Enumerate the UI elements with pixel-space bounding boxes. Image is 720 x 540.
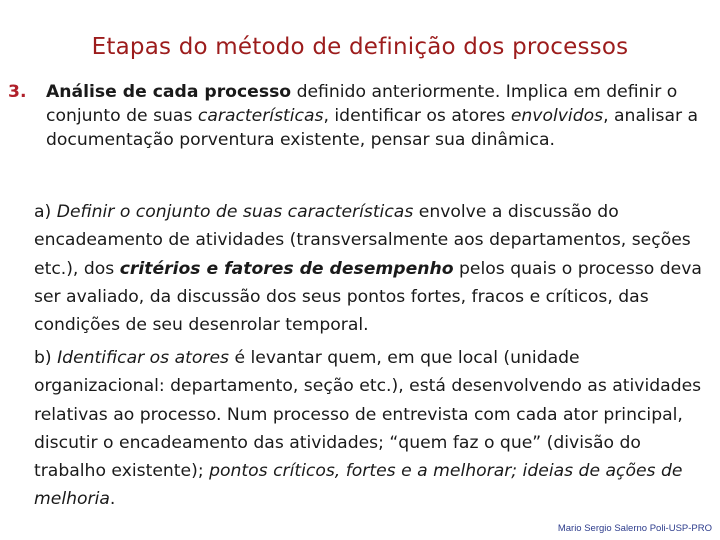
item-heading: Análise de cada processo — [46, 82, 292, 102]
item-text-part: , identificar os atores — [323, 106, 511, 126]
para-a-text: pelos quais o processo deva ser avaliado, da discussão dos seus pontos fortes, fracos e críticos, das condições de seu desenrolar temporal. — [34, 258, 702, 336]
item-text-part: , analisar a documentação porventura existente, pensar sua dinâmica. — [46, 106, 699, 150]
para-b-label: b) — [34, 348, 58, 368]
item-emphasis: envolvidos — [510, 106, 604, 126]
numbered-item — [8, 80, 710, 152]
para-a-emphasis: Definir o conjunto de suas características — [56, 202, 414, 222]
para-a-label: a) — [34, 202, 57, 222]
para-a-strong-text: critérios e fatores de desempenho — [119, 258, 454, 279]
item-number: 3. — [8, 82, 27, 102]
para-b-emphasis: Identificar os atores — [57, 348, 229, 368]
paragraph-a — [34, 198, 710, 339]
slide-title: Etapas do método de definição dos processos — [91, 34, 629, 60]
paragraph-b — [34, 344, 710, 514]
para-b-text: . — [109, 489, 116, 510]
footer-credit: Mario Sergio Salerno Poli-USP-PRO — [557, 523, 712, 534]
item-emphasis: características — [197, 106, 324, 126]
para-b-text: é levantar quem, em que local (unidade organizacional: departamento, seção etc.), está desenvolvendo as atividades relativas ao processo. Num processo de entrevista com cada ator principal, discutir o encadeamento das atividades; “quem faz o que” (divisão do trabalho existente); — [34, 348, 702, 482]
item-text — [46, 80, 710, 152]
item-text-part: definido anteriormente. Implica em definir o conjunto de suas — [46, 82, 678, 126]
para-b-emphasis: pontos críticos, fortes e a melhorar; ideias de ações de melhoria — [34, 461, 683, 510]
para-a-strong — [120, 259, 454, 279]
para-a-text: envolve a discussão do encadeamento de atividades (transversalmente aos departamentos, seções etc.), dos — [34, 202, 691, 279]
